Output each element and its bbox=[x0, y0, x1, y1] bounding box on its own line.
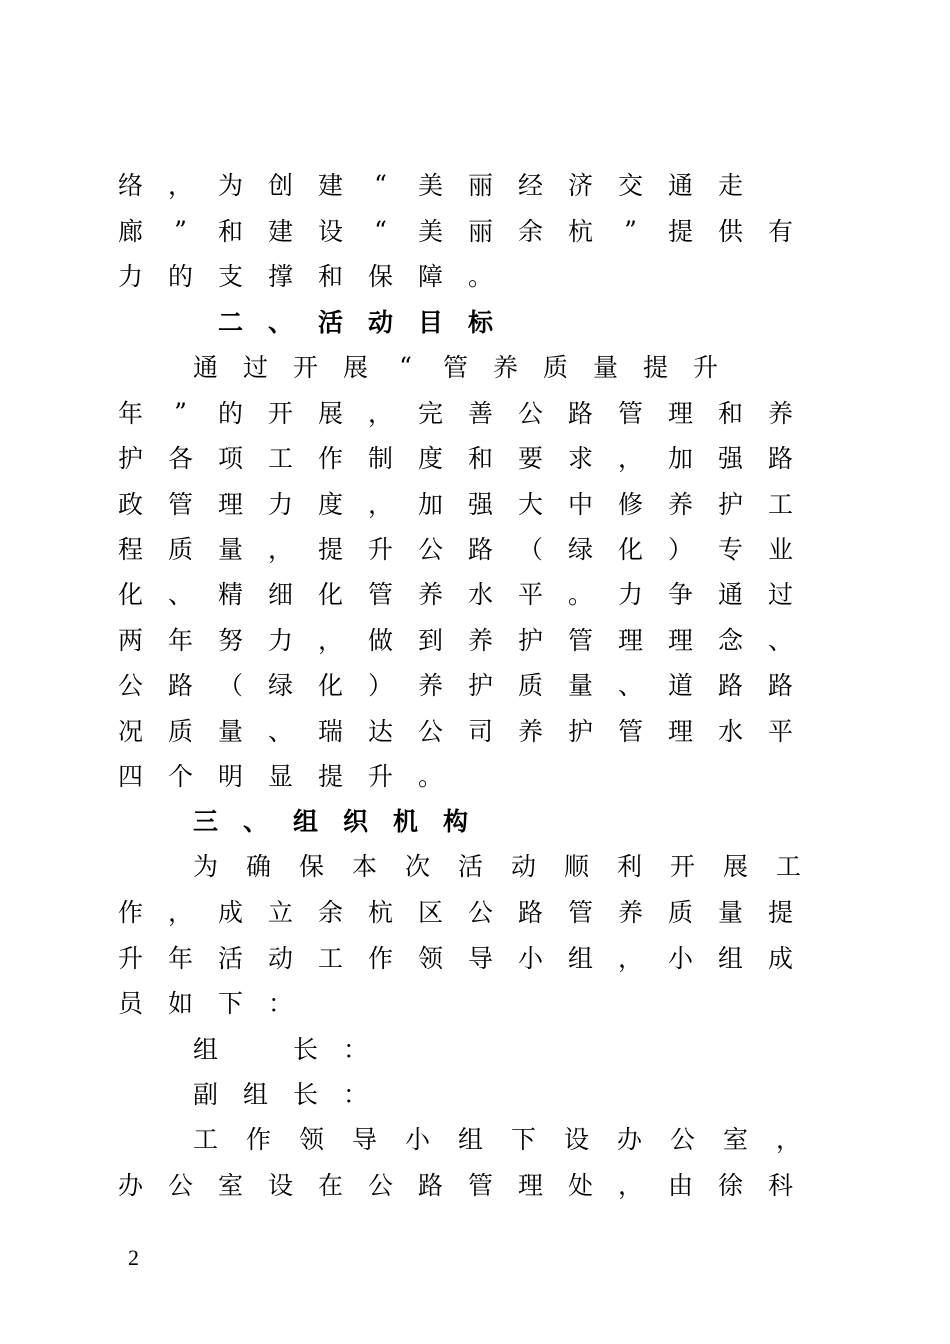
text-line-19: 员 如 下 ： bbox=[118, 989, 294, 1018]
text-line-23: 办 公 室 设 在 公 路 管 理 处 ， 由 徐 科 bbox=[118, 1171, 794, 1200]
section-heading-2: 二 、 活 动 目 标 bbox=[218, 308, 494, 337]
text-line-1: 络 ， 为 创 建 “ 美 丽 经 济 交 通 走 bbox=[118, 169, 744, 200]
text-line-20: 组 长 ： bbox=[193, 1035, 369, 1064]
text-line-8: 政 管 理 力 度 ， 加 强 大 中 修 养 护 工 bbox=[118, 490, 794, 519]
text-line-11: 两 年 努 力 ， 做 到 养 护 管 理 理 念 、 bbox=[118, 626, 794, 655]
text-line-3: 力 的 支 撑 和 保 障 。 bbox=[118, 262, 494, 291]
text-line-21: 副 组 长 ： bbox=[193, 1080, 369, 1109]
text-line-5: 通 过 开 展 “ 管 养 质 量 提 升 bbox=[193, 351, 719, 382]
text-line-16: 为 确 保 本 次 活 动 顺 利 开 展 工 bbox=[193, 852, 802, 881]
text-line-2: 廊 ” 和 建 设 “ 美 丽 余 杭 ” 提 供 有 bbox=[118, 215, 794, 246]
text-line-7: 护 各 项 工 作 制 度 和 要 求 ， 加 强 路 bbox=[118, 444, 794, 473]
text-line-18: 升 年 活 动 工 作 领 导 小 组 ， 小 组 成 bbox=[118, 944, 794, 973]
text-line-6: 年 ” 的 开 展 ， 完 善 公 路 管 理 和 养 bbox=[118, 397, 794, 428]
section-heading-3: 三 、 组 织 机 构 bbox=[193, 807, 469, 836]
text-line-9: 程 质 量 ， 提 升 公 路 （ 绿 化 ） 专 业 bbox=[118, 535, 794, 564]
text-line-10: 化 、 精 细 化 管 养 水 平 。 力 争 通 过 bbox=[118, 580, 794, 609]
text-line-17: 作 ， 成 立 余 杭 区 公 路 管 养 质 量 提 bbox=[118, 898, 794, 927]
text-line-22: 工 作 领 导 小 组 下 设 办 公 室 ， bbox=[193, 1125, 802, 1154]
text-line-12: 公 路 （ 绿 化 ） 养 护 质 量 、 道 路 路 bbox=[118, 671, 794, 700]
text-line-14: 四 个 明 显 提 升 。 bbox=[118, 762, 444, 791]
text-line-13: 况 质 量 、 瑞 达 公 司 养 护 管 理 水 平 bbox=[118, 717, 794, 746]
page-number: 2 bbox=[128, 1245, 139, 1270]
